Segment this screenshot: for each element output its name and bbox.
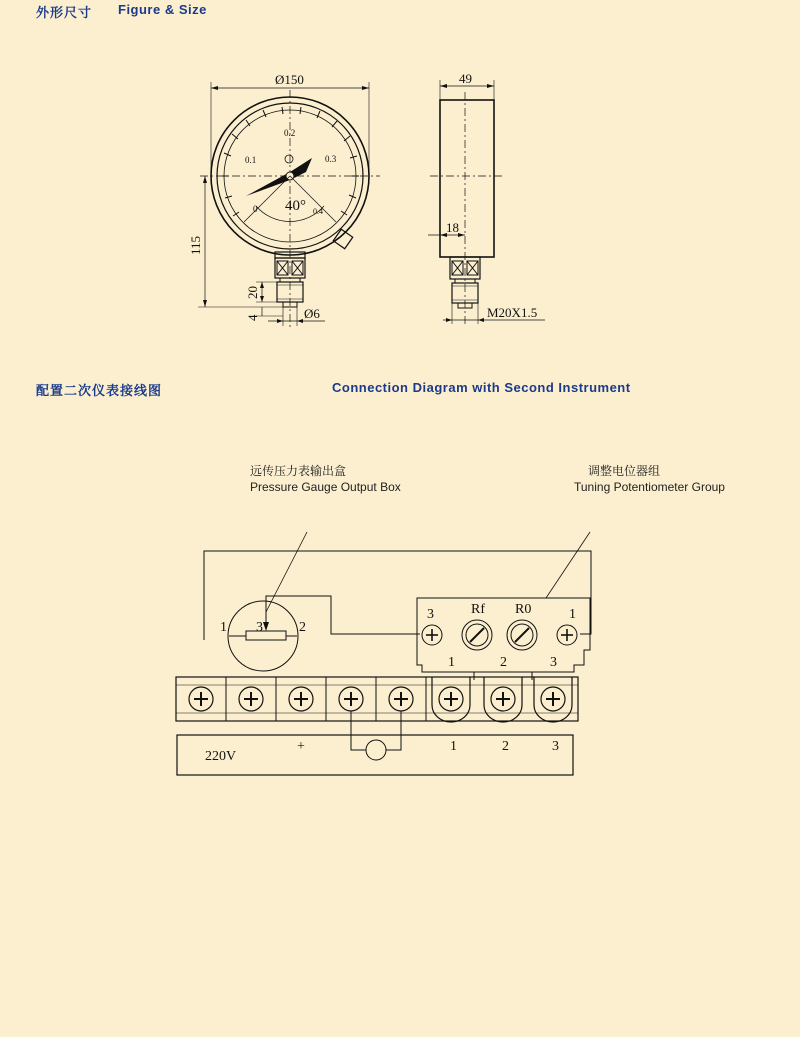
dim-m20-label: M20X1.5 [487, 305, 538, 320]
bar-number-1: 1 [450, 739, 457, 754]
bar-number-2: 2 [502, 739, 509, 754]
pot-label-1: 1 [569, 607, 576, 622]
gauge-terminal-1: 1 [220, 620, 227, 635]
leader-output-box [266, 532, 307, 612]
potentiometer-resistor [246, 631, 286, 640]
pot-label-r0: R0 [515, 602, 532, 617]
dial-label-01: 0.1 [245, 155, 257, 165]
dim-49-label: 49 [459, 71, 472, 86]
pot-label-rf: Rf [471, 602, 485, 617]
pot-bottom-3: 3 [550, 655, 557, 670]
dial-label-0: 0 [253, 204, 258, 214]
wire-gauge-loop [266, 596, 420, 634]
u-connectors [432, 677, 572, 722]
wire-meter-right [386, 711, 401, 750]
wire-meter-left [351, 711, 366, 750]
connection-diagram [176, 532, 591, 775]
terminal-strip [176, 677, 578, 721]
bar-number-3: 3 [552, 739, 559, 754]
section2-title-cn: 配置二次仪表接线图 [36, 383, 163, 398]
dim-20-label: 20 [245, 286, 260, 299]
gauge-terminal-3: 3 [256, 620, 263, 635]
diagram-texts [205, 602, 576, 764]
logo-mark [285, 155, 293, 163]
output-box-label-cn: 远传压力表输出盒 [250, 464, 347, 478]
dim-4-label: 4 [245, 314, 260, 321]
output-box-label-en: Pressure Gauge Output Box [250, 480, 401, 494]
pot-bottom-2: 2 [500, 655, 507, 670]
leader-pot-group [546, 532, 590, 598]
plus-label: + [297, 739, 305, 754]
pot-bottom-1: 1 [448, 655, 455, 670]
gauge-terminal-2: 2 [299, 620, 306, 635]
dimension-texts [188, 71, 537, 321]
section2-title-en: Connection Diagram with Second Instrument [332, 380, 631, 395]
section-title-en: Figure & Size [118, 2, 207, 17]
angle-label: 40° [285, 198, 306, 214]
pot-group-label-cn: 调整电位器组 [588, 464, 661, 478]
section-title-cn: 外形尺寸 [36, 5, 93, 20]
dim-150-label: Ø150 [275, 72, 304, 87]
voltage-label: 220V [205, 749, 237, 764]
dial-label-03: 0.3 [325, 154, 337, 164]
dim-115-label: 115 [188, 235, 203, 255]
pot-label-3: 3 [427, 607, 434, 622]
dim-6-label: Ø6 [304, 306, 320, 321]
side-view-gauge [428, 80, 545, 325]
terminal-screws [189, 687, 413, 711]
dial-label-04: 0.4 [313, 207, 323, 216]
pot-group-label-en: Tuning Potentiometer Group [574, 480, 725, 494]
dial-label-02: 0.2 [284, 128, 296, 138]
dim-18-label: 18 [446, 220, 459, 235]
meter-icon [366, 740, 386, 760]
bottom-bar [177, 735, 573, 775]
